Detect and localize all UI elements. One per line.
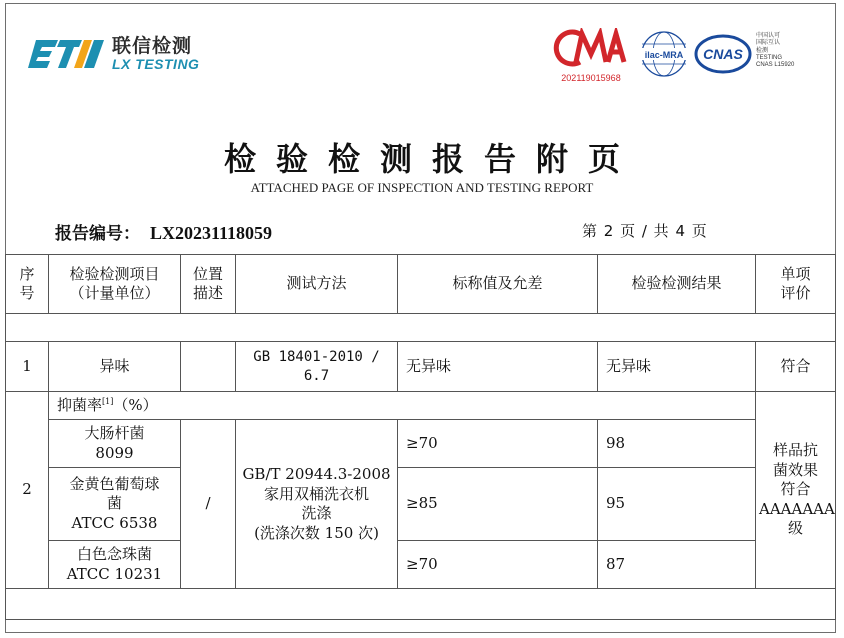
header-evaluation: 单项 评价	[756, 255, 836, 314]
lx-logo-icon	[28, 36, 106, 72]
row1-method: GB 18401-2010 / 6.7	[236, 342, 398, 392]
table-row	[6, 468, 836, 541]
sub2-name: 金黄色葡萄球 菌 ATCC 6538	[49, 468, 181, 541]
logo-cn-text: 联信检测	[112, 34, 193, 57]
header-position: 位置 描述	[181, 255, 236, 314]
cma-mark	[552, 28, 630, 83]
cnas-line-3: 检测	[756, 47, 769, 54]
ilac-mark	[640, 30, 688, 78]
cnas-accreditation-text	[756, 33, 794, 69]
page-title: 检验检测报告附页	[223, 140, 640, 178]
row2-seq: 2	[6, 392, 49, 589]
sub3-name: 白色念珠菌 ATCC 10231	[49, 541, 181, 589]
header-seq: 序 号	[6, 255, 49, 314]
report-number-value: LX20231118059	[150, 223, 273, 243]
row1-seq: 1	[6, 342, 49, 392]
table-row	[6, 342, 836, 392]
cma-logo-icon	[552, 28, 630, 68]
row2-evaluation: 样品抗 菌效果 符合 AAAAAAA 级	[756, 392, 836, 589]
row1-position	[181, 342, 236, 392]
sub1-result: 98	[598, 420, 756, 468]
cnas-line-5: CNAS L15920	[756, 62, 795, 69]
results-table	[5, 254, 836, 620]
cnas-line-1: 中国认可	[756, 33, 781, 39]
table-row	[6, 392, 836, 420]
row1-evaluation: 符合	[756, 342, 836, 392]
row2-group-label: 抑菌率[1]（%）	[49, 392, 756, 420]
table-spacer-row	[6, 589, 836, 620]
cnas-line-2: 国际互认	[756, 40, 781, 47]
ilac-label: ilac-MRA	[644, 50, 684, 60]
row1-item: 异味	[49, 342, 181, 392]
header-result: 检验检测结果	[598, 255, 756, 314]
row2-position: /	[181, 420, 236, 589]
cnas-logo-icon	[694, 34, 752, 74]
cnas-line-4: TESTING	[756, 54, 783, 61]
cnas-label: CNAS	[703, 46, 743, 62]
row1-result: 无异味	[598, 342, 756, 392]
header-method: 测试方法	[236, 255, 398, 314]
sub3-nominal: ≥70	[398, 541, 598, 589]
header-nominal: 标称值及允差	[398, 255, 598, 314]
table-row	[6, 420, 836, 468]
row1-nominal: 无异味	[398, 342, 598, 392]
sub3-result: 87	[598, 541, 756, 589]
page-subtitle: ATTACHED PAGE OF INSPECTION AND TESTING REPORT	[250, 180, 594, 195]
header-item: 检验检测项目 （计量单位）	[49, 255, 181, 314]
cnas-mark	[694, 34, 752, 74]
logo-en-text: LX TESTING	[112, 55, 200, 72]
report-number-label: 报告编号：	[55, 224, 140, 244]
report-number	[55, 219, 272, 244]
company-logo	[28, 36, 199, 72]
cma-code: 202119015968	[561, 73, 621, 83]
ilac-globe-icon	[640, 30, 688, 78]
table-header-row	[6, 255, 836, 314]
sub2-result: 95	[598, 468, 756, 541]
table-spacer-row	[6, 314, 836, 342]
sub1-nominal: ≥70	[398, 420, 598, 468]
sub2-nominal: ≥85	[398, 468, 598, 541]
table-row	[6, 541, 836, 589]
row2-method: GB/T 20944.3-2008 家用双桶洗衣机 洗涤 (洗涤次数 150 次)	[236, 420, 398, 589]
sub1-name: 大肠杆菌 8099	[49, 420, 181, 468]
page-number: 第 2 页 / 共 4 页	[582, 222, 708, 240]
